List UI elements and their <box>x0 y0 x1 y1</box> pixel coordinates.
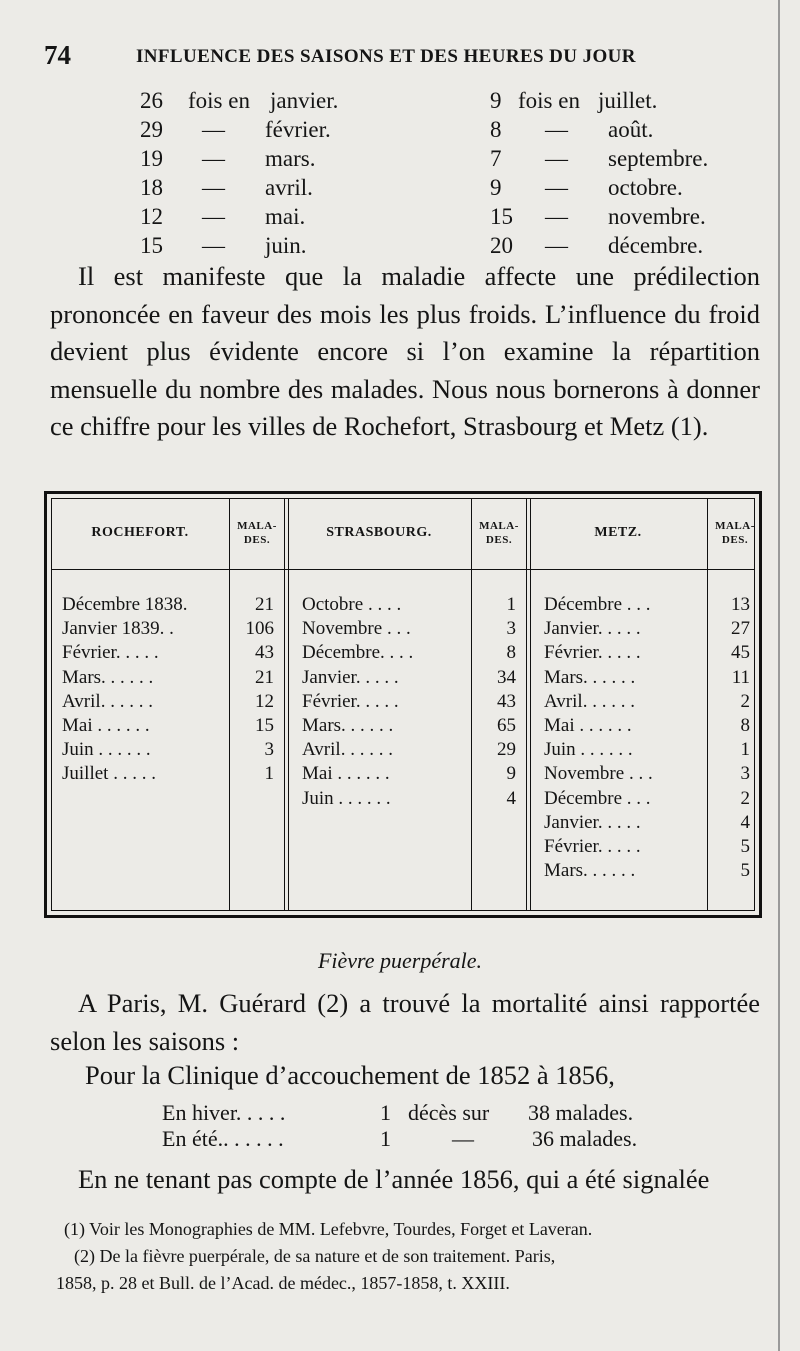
paragraph-seasonal-observation <box>50 258 760 446</box>
stats-row <box>140 146 780 175</box>
table-cell: 21 <box>255 666 274 688</box>
table-cell: Mars. . . . . . <box>544 860 636 882</box>
header-strasbourg: STRASBOURG. <box>326 525 432 540</box>
left-separator: — <box>202 175 225 200</box>
right-month: août. <box>608 117 654 142</box>
table-cell: 43 <box>497 690 516 712</box>
table-cell: 12 <box>255 690 274 712</box>
table-cell: 4 <box>506 787 516 809</box>
city-divider <box>284 499 289 910</box>
table-cell: 2 <box>740 690 750 712</box>
table-cell: Janvier 1839. . <box>62 618 174 640</box>
left-month: janvier. <box>270 88 339 113</box>
table-cell: Avril. . . . . . <box>62 690 153 712</box>
table-cell: Mars. . . . . . <box>62 666 154 688</box>
right-month: novembre. <box>608 204 706 229</box>
header-metz: METZ. <box>594 525 642 540</box>
table-cell: 2 <box>740 787 750 809</box>
table-cell: 8 <box>740 715 750 737</box>
table-cell: 106 <box>245 618 274 640</box>
table-cell: Janvier. . . . . <box>302 666 399 688</box>
table-cell: Janvier. . . . . <box>544 811 641 833</box>
table-cell: 3 <box>740 763 750 785</box>
left-month: avril. <box>265 175 313 200</box>
table-cell: Décembre . . . <box>544 594 651 615</box>
table-cell: 45 <box>731 642 750 664</box>
left-month: février. <box>265 117 331 142</box>
left-month: mai. <box>265 204 306 229</box>
header-malades-metz: MALA-DES. <box>715 520 755 546</box>
table-cell: 11 <box>731 666 750 688</box>
right-separator: — <box>545 204 568 229</box>
table-cell: 15 <box>255 715 274 737</box>
table-cell: 21 <box>255 594 274 615</box>
season-patients: 38 malades. <box>528 1100 634 1125</box>
right-separator: — <box>545 146 568 171</box>
right-separator: — <box>545 117 568 142</box>
paragraph-text: A Paris, M. Guérard (2) a trouvé la mortalité ainsi rapportée selon les saisons : <box>50 988 760 1056</box>
table-cell: 3 <box>264 739 274 761</box>
paragraph-text: Il est manifeste que la maladie affecte une prédilection prononcée en faveur des mois les plus froids. L’influence du froid devient plus évidente encore si l’on examine la répartition mensuelle du nombre des malades. Nous nous bornerons à donner ce chiffre pour les villes de Rochefort, Strasbourg et Metz (1). <box>50 261 760 441</box>
right-count: 7 <box>490 146 502 171</box>
right-separator: — <box>545 233 568 258</box>
left-count: 29 <box>140 117 163 142</box>
table-cell: 1 <box>264 763 274 785</box>
header-malades-rochefort: MALA-DES. <box>237 520 277 546</box>
left-separator: — <box>202 204 225 229</box>
footnote-1: (1) Voir les Monographies de MM. Lefebvre, Tourdes, Forget et Laveran. <box>64 1219 593 1239</box>
table-cell: Juillet . . . . . <box>62 763 156 785</box>
table-cell: 8 <box>506 642 516 664</box>
left-separator: — <box>202 117 225 142</box>
header-malades-strasbourg: MALA-DES. <box>479 520 519 546</box>
right-count: 15 <box>490 204 513 229</box>
left-count: 26 <box>140 88 163 113</box>
table-cell: Février. . . . . <box>62 642 159 664</box>
running-head: INFLUENCE DES SAISONS ET DES HEURES DU JOUR <box>136 46 636 67</box>
table-cell: 1 <box>506 594 516 615</box>
table-cell: Mars. . . . . . <box>302 715 394 737</box>
metz-counts <box>708 593 750 883</box>
table-cell: Mars. . . . . . <box>544 666 636 688</box>
table-inner-frame <box>51 498 755 911</box>
table-cell: Juin . . . . . . <box>62 739 151 761</box>
right-month: octobre. <box>608 175 683 200</box>
footnote-2-continuation: 1858, p. 28 et Bull. de l’Acad. de médec., 1857-1858, t. XXIII. <box>56 1273 510 1293</box>
season-deaths: 1 <box>380 1126 391 1151</box>
paragraph-text: Pour la Clinique d’accouchement de 1852 à 1856, <box>85 1060 615 1090</box>
page-header <box>44 40 744 76</box>
table-cell: 13 <box>731 594 750 615</box>
right-separator: — <box>545 175 568 200</box>
season-separator: décès sur <box>408 1100 490 1125</box>
section-title: Fièvre puerpérale. <box>317 948 483 973</box>
patients-by-city-table <box>44 491 762 918</box>
table-cell: 29 <box>497 739 516 761</box>
season-patients: 36 malades. <box>532 1126 638 1151</box>
season-label: En hiver. . . . . <box>162 1100 286 1125</box>
table-cell: Octobre . . . . <box>302 594 402 615</box>
table-cell: Février. . . . . <box>544 642 641 664</box>
table-cell: Mai . . . . . . <box>62 715 150 737</box>
table-cell: 65 <box>497 715 516 737</box>
table-cell: Juin . . . . . . <box>544 739 633 761</box>
table-cell: 3 <box>506 618 516 640</box>
table-cell: Janvier. . . . . <box>544 618 641 640</box>
left-count: 12 <box>140 204 163 229</box>
paragraph-clinique <box>85 1057 765 1095</box>
city-divider <box>526 499 531 910</box>
left-separator: — <box>202 146 225 171</box>
left-separator: fois en <box>188 88 250 113</box>
right-count: 9 <box>490 175 502 200</box>
strasbourg-counts <box>472 593 516 811</box>
right-month: décembre. <box>608 233 704 258</box>
table-cell: Mai . . . . . . <box>544 715 632 737</box>
left-separator: — <box>202 233 225 258</box>
season-label: En été.. . . . . . <box>162 1126 284 1151</box>
table-cell: 43 <box>255 642 274 664</box>
left-month: juin. <box>265 233 307 258</box>
table-cell: Novembre . . . <box>544 763 653 785</box>
paragraph-continuation <box>50 1161 760 1199</box>
left-count: 15 <box>140 233 163 258</box>
left-count: 18 <box>140 175 163 200</box>
header-rule <box>52 569 754 570</box>
table-cell: 9 <box>506 763 516 785</box>
right-month: septembre. <box>608 146 709 171</box>
right-month: juillet. <box>598 88 658 113</box>
table-cell: Juin . . . . . . <box>302 787 391 809</box>
table-cell: 5 <box>740 860 750 882</box>
stats-row <box>140 88 780 117</box>
table-cell: Décembre . . . <box>544 787 651 809</box>
page-number: 74 <box>44 40 71 70</box>
left-month: mars. <box>265 146 316 171</box>
table-cell: Avril. . . . . . <box>544 690 635 712</box>
monthly-stats-list <box>140 88 780 262</box>
table-cell: 34 <box>497 666 516 688</box>
paragraph-guerard <box>50 985 760 1060</box>
table-cell: Novembre . . . <box>302 618 411 640</box>
stats-row <box>140 175 780 204</box>
season-deaths: 1 <box>380 1100 391 1125</box>
strasbourg-months <box>302 593 468 811</box>
left-count: 19 <box>140 146 163 171</box>
right-count: 8 <box>490 117 502 142</box>
right-separator: fois en <box>518 88 580 113</box>
footnotes <box>56 1216 779 1297</box>
table-cell: 1 <box>740 739 750 761</box>
table-cell: Décembre. . . . <box>302 642 414 664</box>
table-cell: Décembre 1838. <box>62 594 188 615</box>
rochefort-months <box>62 593 226 787</box>
metz-months <box>544 593 704 883</box>
footnote-2: (2) De la fièvre puerpérale, de sa nature et de son traitement. Paris, <box>74 1246 556 1266</box>
season-separator: — <box>452 1126 474 1151</box>
table-cell: Avril. . . . . . <box>302 739 393 761</box>
table-cell: Mai . . . . . . <box>302 763 390 785</box>
stats-row <box>140 117 780 146</box>
right-count: 9 <box>490 88 502 113</box>
table-cell: Février. . . . . <box>302 690 399 712</box>
table-cell: 27 <box>731 618 750 640</box>
right-count: 20 <box>490 233 513 258</box>
table-cell: 5 <box>740 836 750 858</box>
stats-row <box>140 204 780 233</box>
rochefort-counts <box>230 593 274 787</box>
table-cell: Février. . . . . <box>544 836 641 858</box>
header-rochefort: ROCHEFORT. <box>91 525 189 540</box>
paragraph-text: En ne tenant pas compte de l’année 1856, qui a été signalée <box>78 1164 710 1194</box>
table-cell: 4 <box>740 811 750 833</box>
